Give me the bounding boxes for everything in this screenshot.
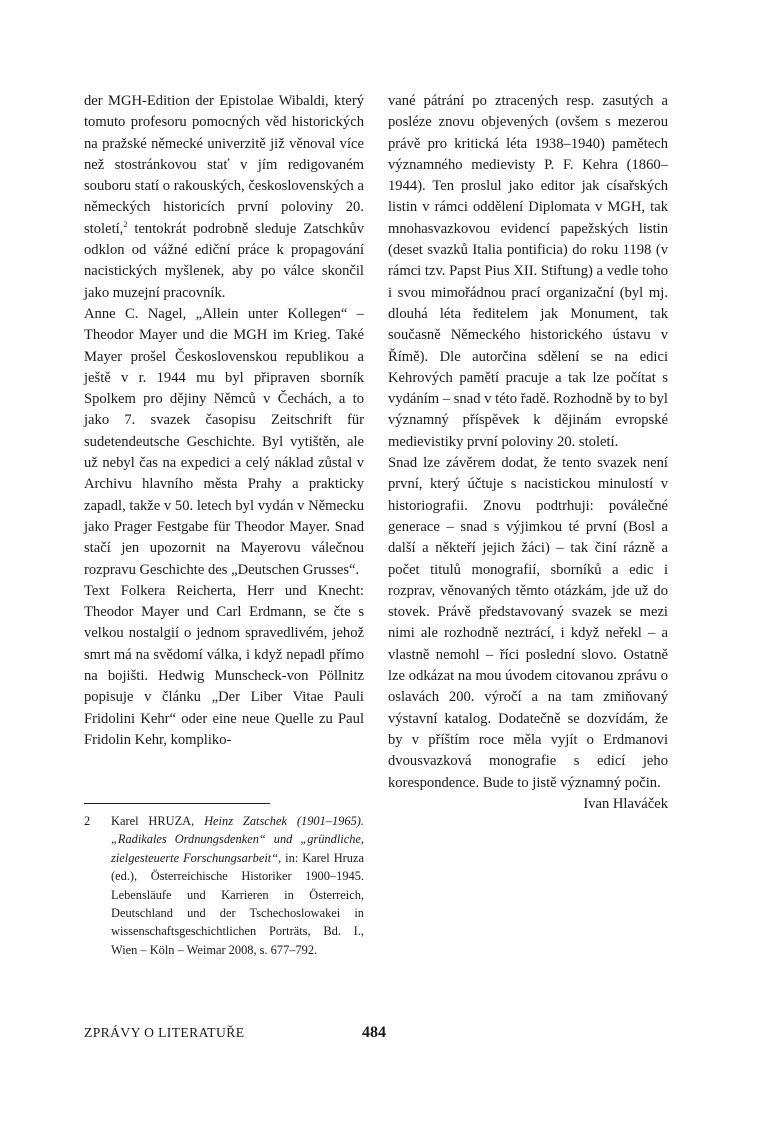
paragraph-text: der MGH-Edition der Epistolae Wibaldi, který tomuto profesoru pomocných věd historických na pražské německé univerzitě již věnoval více než stostránkovou stať v jím redigovaném souboru statí o rakouských, československých a německých historicích první poloviny 20. století, xyxy=(84,93,364,237)
left-column xyxy=(84,91,364,751)
footnote-text xyxy=(111,812,364,959)
running-footer-section: ZPRÁVY O LITERATUŘE xyxy=(84,1025,245,1040)
paragraph xyxy=(84,91,364,304)
right-column xyxy=(388,91,668,815)
footnote-ref[interactable]: 2 xyxy=(123,218,128,229)
footnote xyxy=(84,812,364,959)
footnote-divider xyxy=(84,803,270,804)
footnote-number: 2 xyxy=(84,814,91,828)
paragraph: Anne C. Nagel, „Allein unter Kollegen“ – Theodor Mayer und die MGH im Krieg. Také Mayer prošel Československou republikou a ještě v r. 1944 mu byl připraven sborník Spolkem pro dějiny Němců v Čechách, a to jako 7. svazek časopisu Zeitschrift für sudetendeutsche Geschichte. Byl vytištěn, ale už nebyl čas na expedici a celý náklad zůstal v Archivu hlavního města Prahy a prakticky zapadl, takže v 50. letech byl vydán v Německu jako Prager Festgabe für Theodor Mayer. Snad stačí jen upozornit na Mayerovu válečnou rozpravu Geschichte des „Deutschen Grusses“. xyxy=(84,305,364,578)
paragraph: vané pátrání po ztracených resp. zasutých a posléze znovu objevených (ovšem s mezerou právě pro kritická léta 1938–1940) pamětech významného medievisty P. F. Kehra (1860–1944). Ten proslul jako editor jak císařských listin v rámci oddělení Diplomata v MGH, tak mnohasvazkovou evidencí papežských listin (deset svazků Italia pontificia) do roku 1198 (v rámci tzv. Papst Pius XII. Stiftung) a vedle toho i svou mimořádnou prací organizační (byl mj. dlouhá léta ředitelem jak Monument, tak současně Německého historického ústavu v Římě). Dle autorčina sdělení se na edici Kehrových pamětí pracuje a tak lze počítat s vydáním – snad v této řadě. Rozhodně by to byl významný příspěvek k dějinám evropské medievistiky první poloviny 20. století. xyxy=(388,93,668,450)
paragraph-text: tentokrát podrobně sleduje Zatschkův odklon od vážné ediční práce k propagování nacistických myšlenek, aby po válce skončil jako muzejní pracovník. xyxy=(84,220,364,301)
paragraph: Snad lze závěrem dodat, že tento svazek není první, který účtuje s nacistickou minulostí v historiografii. Znovu podtrhuji: poválečné generace – snad s výjimkou té první (Bosl a další a někteří jejich žáci) – tak činí rázně a počet titulů monografií, sborníků a edic i rozprav, věnovaných těmto otázkám, jde už do stovek. Právě představovaný svazek se mezi nimi ale rozhodně neztrácí, i když neřekl – a vlastně nemohl – říci poslední slovo. Ostatně lze odkázat na mou úvodem citovanou zprávu o oslavách 200. výročí a na tam zmiňovaný výstavní katalog. Dodatečně se dozvídám, že by v příštím roce měla vyjít o Erdmanovi dvousvazková monografie s edicí jeho korespondence. Bude to jistě významný počin. xyxy=(388,455,668,791)
author-signature: Ivan Hlaváček xyxy=(583,795,668,812)
footnote-citation: , in: Karel Hruza (ed.), Österreichische Historiker 1900–1945. Lebensläufe und Karrieren in Österreich, Deutschland und der Tschechoslowakei in wissenschaftsgeschichtlichen Porträts, Bd. I., Wien – Köln – Weimar 2008, s. 677–792. xyxy=(111,850,364,957)
footnote-author: Karel HRUZA, xyxy=(111,814,205,828)
page-number: 484 xyxy=(362,1024,386,1041)
paragraph: Text Folkera Reicherta, Herr und Knecht: Theodor Mayer und Carl Erdmann, se čte s velkou nostalgií o jednom spravedlivém, jehož smrt má na svědomí válka, i když nepadl přímo na bojišti. Hedwig Munscheck-von Pöllnitz popisuje v článku „Der Liber Vitae Pauli Fridolini Kehr“ oder eine neue Quelle zu Paul Fridolin Kehr, kompliko- xyxy=(84,582,364,748)
footnote-title: Heinz Zatschek (1901–1965). „Radikales Ordnungsdenken“ und „gründliche, zielgesteuerte Forschungsarbeit“ xyxy=(111,814,364,865)
